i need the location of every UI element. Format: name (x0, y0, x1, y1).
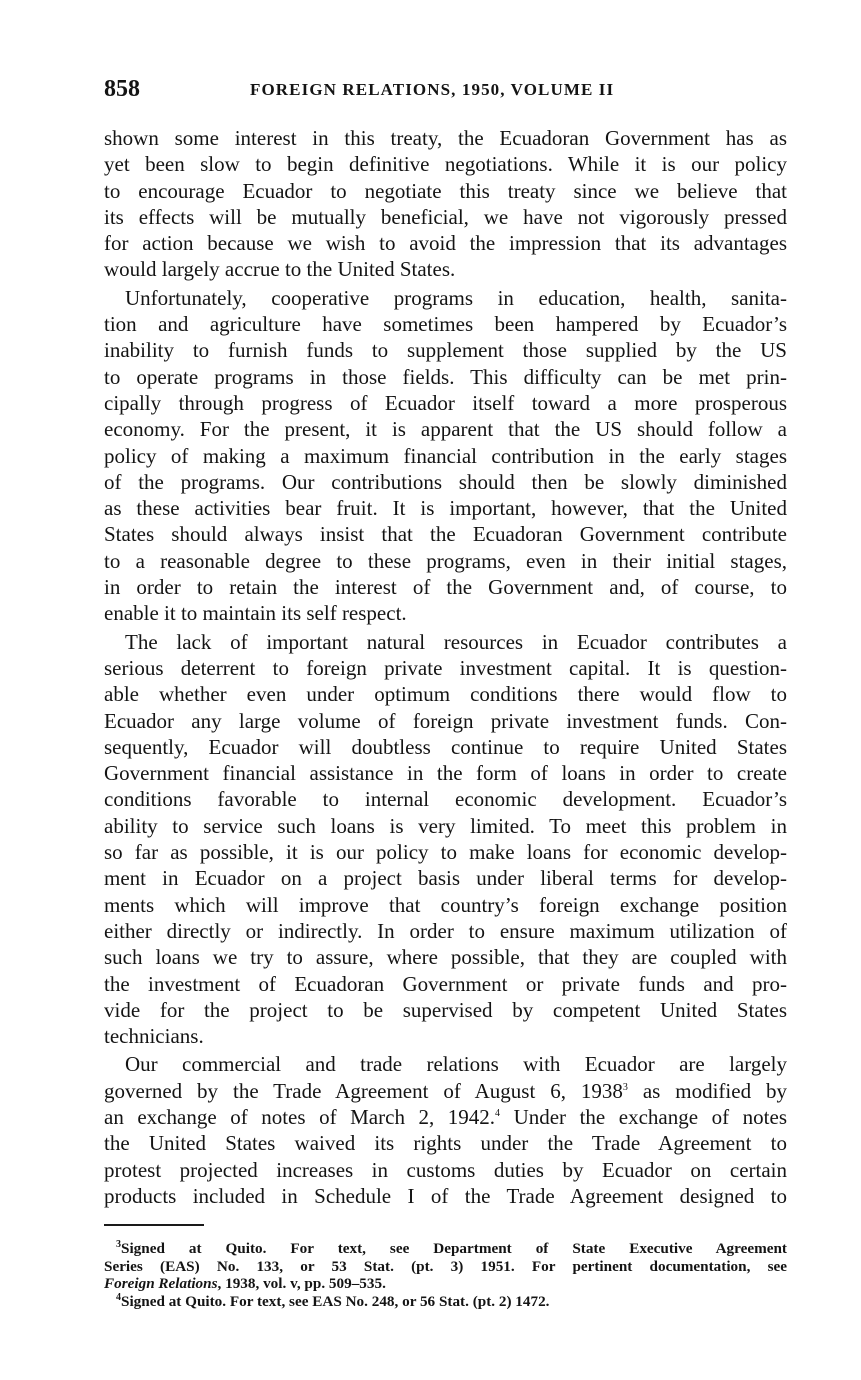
footnote-ref-3: 3 (622, 1081, 628, 1093)
text-line: inability to furnish funds to supplement those supplied by the US (104, 338, 787, 363)
footnote-3 (104, 1240, 787, 1293)
text-line: ability to service such loans is very limited. To meet this problem in (104, 813, 787, 838)
footnote-line (104, 1275, 787, 1293)
text-line: either directly or indirectly. In order to ensure maximum utilization of (104, 918, 787, 943)
text-line: Unfortunately, cooperative programs in education, health, sanita- (125, 285, 787, 310)
text-line: to a reasonable degree to these programs, even in their initial stages, (104, 548, 787, 573)
text-line: of the programs. Our contributions should then be slowly diminished (104, 469, 787, 494)
text-line: in order to retain the interest of the Government and, of course, to (104, 575, 787, 600)
text-line: ments which will improve that country’s foreign exchange position (104, 892, 787, 917)
text-line: conditions favorable to internal economic development. Ecuador’s (104, 787, 787, 812)
text-line: enable it to maintain its self respect. (104, 601, 407, 626)
text-line: the investment of Ecuadoran Government or private funds and pro- (104, 971, 787, 996)
text-line: so far as possible, it is our policy to make loans for economic develop- (104, 840, 787, 865)
text-line: the United States waived its rights under the Trade Agreement to (104, 1131, 787, 1156)
text-line: tion and agriculture have sometimes been hampered by Ecuador’s (104, 312, 787, 337)
text-line: for action because we wish to avoid the impression that its advantages (104, 231, 787, 256)
text-fragment: Under the exchange of notes (500, 1104, 787, 1129)
text-line: vide for the project to be supervised by competent United States (104, 997, 787, 1022)
text-line: Our commercial and trade relations with Ecuador are largely (125, 1052, 787, 1077)
footnotes (104, 1224, 787, 1310)
paragraph-3 (104, 629, 787, 1050)
text-line: as these activities bear fruit. It is important, however, that the United (104, 496, 787, 521)
footnote-line: Series (EAS) No. 133, or 53 Stat. (pt. 3) 1951. For pertinent documentation, see (104, 1257, 787, 1275)
text-fragment: governed by the Trade Agreement of August 6, 1938 (104, 1078, 623, 1103)
text-line: protest projected increases in customs duties by Ecuador on certain (104, 1157, 787, 1182)
header-title: FOREIGN RELATIONS, 1950, VOLUME II (250, 80, 615, 99)
text-line: Government financial assistance in the form of loans in order to create (104, 761, 787, 786)
footnote-text: Signed at Quito. For text, see EAS No. 248, or 56 Stat. (pt. 2) 1472. (121, 1292, 550, 1310)
text-line: sequently, Ecuador will doubtless continue to require United States (104, 734, 787, 759)
text-line (104, 1104, 787, 1130)
text-line: to operate programs in those fields. This difficulty can be met prin- (104, 364, 787, 389)
paragraph-2 (104, 285, 787, 627)
running-head (104, 76, 787, 106)
text-line: policy of making a maximum financial contribution in the early stages (104, 443, 787, 468)
body-text (104, 125, 787, 1211)
text-line: able whether even under optimum conditions there would flow to (104, 682, 787, 707)
text-line: ment in Ecuador on a project basis under liberal terms for develop- (104, 866, 787, 891)
footnote-line (104, 1240, 787, 1258)
page-number: 858 (104, 76, 140, 102)
text-line: such loans we try to assure, where possible, that they are coupled with (104, 945, 787, 970)
text-line: cipally through progress of Ecuador itself toward a more prosperous (104, 390, 787, 415)
text-fragment: as modified by (627, 1078, 788, 1103)
text-line: yet been slow to begin definitive negotiations. While it is our policy (104, 152, 787, 177)
text-line: to encourage Ecuador to negotiate this treaty since we believe that (104, 178, 787, 203)
footnote-line (104, 1293, 787, 1311)
footnote-text: Signed at Quito. For text, see Department of State Executive Agreement (121, 1240, 787, 1257)
footnote-mark: 3 (116, 1238, 121, 1250)
text-line: its effects will be mutually beneficial, we have not vigorously pressed (104, 204, 787, 229)
paragraph-4 (104, 1051, 787, 1209)
text-line: serious deterrent to foreign private investment capital. It is question- (104, 655, 787, 680)
footnote-mark: 4 (116, 1291, 121, 1303)
text-line: economy. For the present, it is apparent that the US should follow a (104, 417, 787, 442)
text-line: technicians. (104, 1024, 204, 1049)
footnote-rule (104, 1224, 204, 1226)
text-line: The lack of important natural resources in Ecuador contributes a (125, 629, 787, 654)
text-line: Ecuador any large volume of foreign private investment funds. Con- (104, 708, 787, 733)
publication-title: Foreign Relations (104, 1275, 218, 1292)
text-line: products included in Schedule I of the Trade Agreement designed to (104, 1183, 787, 1208)
footnote-text: , 1938, vol. v, pp. 509–535. (217, 1275, 386, 1292)
text-fragment: an exchange of notes of March 2, 1942. (104, 1104, 496, 1129)
text-line: would largely accrue to the United States. (104, 257, 456, 282)
footnote-ref-4: 4 (495, 1107, 501, 1119)
text-line: States should always insist that the Ecuadoran Government contribute (104, 522, 787, 547)
text-line: shown some interest in this treaty, the Ecuadoran Government has as (104, 126, 787, 150)
text-line (104, 1078, 787, 1104)
footnote-4 (104, 1293, 787, 1311)
paragraph-1 (104, 125, 787, 283)
